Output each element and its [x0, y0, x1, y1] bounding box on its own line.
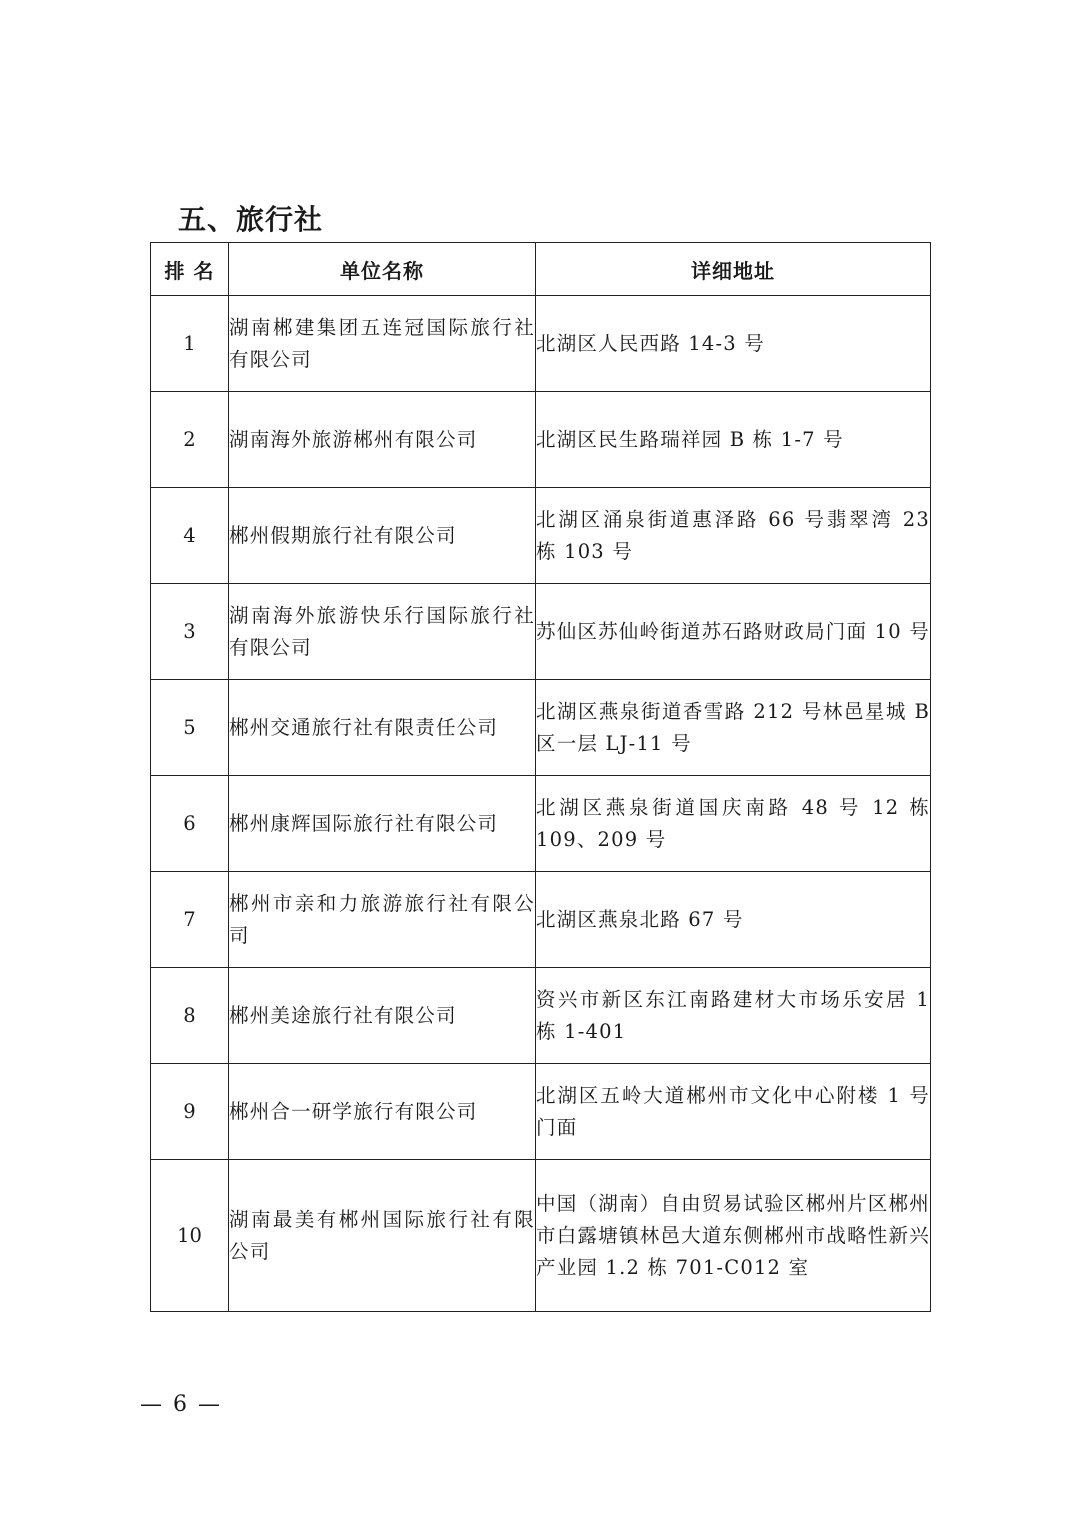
table-row	[151, 872, 931, 968]
section-title: 五、旅行社	[178, 203, 324, 236]
table-row	[151, 680, 931, 776]
header-address: 详细地址	[536, 243, 931, 296]
name-cell: 郴州合一研学旅行有限公司	[229, 1064, 536, 1160]
address-cell: 北湖区燕泉街道香雪路 212 号林邑星城 B 区一层 LJ-11 号	[536, 680, 931, 776]
address-cell: 北湖区民生路瑞祥园 B 栋 1-7 号	[536, 392, 931, 488]
table-header-row	[151, 243, 931, 296]
name-cell: 湖南海外旅游郴州有限公司	[229, 392, 536, 488]
name-cell: 郴州美途旅行社有限公司	[229, 968, 536, 1064]
name-cell: 湖南海外旅游快乐行国际旅行社有限公司	[229, 584, 536, 680]
header-rank: 排 名	[151, 243, 229, 296]
address-cell: 北湖区人民西路 14-3 号	[536, 296, 931, 392]
table-row	[151, 392, 931, 488]
name-cell: 郴州交通旅行社有限责任公司	[229, 680, 536, 776]
table-row	[151, 296, 931, 392]
rank-cell: 6	[151, 776, 229, 872]
address-cell: 北湖区涌泉街道惠泽路 66 号翡翠湾 23 栋 103 号	[536, 488, 931, 584]
table-row	[151, 968, 931, 1064]
address-cell: 北湖区燕泉北路 67 号	[536, 872, 931, 968]
table-row	[151, 584, 931, 680]
name-cell: 湖南郴建集团五连冠国际旅行社有限公司	[229, 296, 536, 392]
rank-cell: 9	[151, 1064, 229, 1160]
rank-cell: 8	[151, 968, 229, 1064]
rank-cell: 10	[151, 1160, 229, 1312]
address-cell: 北湖区五岭大道郴州市文化中心附楼 1 号门面	[536, 1064, 931, 1160]
address-cell: 中国（湖南）自由贸易试验区郴州片区郴州市白露塘镇林邑大道东侧郴州市战略性新兴产业园 1.2 栋 701-C012 室	[536, 1160, 931, 1312]
table-row	[151, 776, 931, 872]
name-cell: 郴州假期旅行社有限公司	[229, 488, 536, 584]
table-row	[151, 1064, 931, 1160]
rank-cell: 7	[151, 872, 229, 968]
name-cell: 郴州市亲和力旅游旅行社有限公司	[229, 872, 536, 968]
header-name: 单位名称	[229, 243, 536, 296]
rank-cell: 3	[151, 584, 229, 680]
address-cell: 苏仙区苏仙岭街道苏石路财政局门面 10 号	[536, 584, 931, 680]
page-number: — 6 —	[140, 1392, 222, 1417]
table-row	[151, 1160, 931, 1312]
address-cell: 北湖区燕泉街道国庆南路 48 号 12 栋 109、209 号	[536, 776, 931, 872]
address-cell: 资兴市新区东江南路建材大市场乐安居 1 栋 1-401	[536, 968, 931, 1064]
rank-cell: 5	[151, 680, 229, 776]
table-row	[151, 488, 931, 584]
rank-cell: 2	[151, 392, 229, 488]
name-cell: 郴州康辉国际旅行社有限公司	[229, 776, 536, 872]
travel-agency-table	[150, 242, 931, 1312]
rank-cell: 1	[151, 296, 229, 392]
name-cell: 湖南最美有郴州国际旅行社有限公司	[229, 1160, 536, 1312]
rank-cell: 4	[151, 488, 229, 584]
